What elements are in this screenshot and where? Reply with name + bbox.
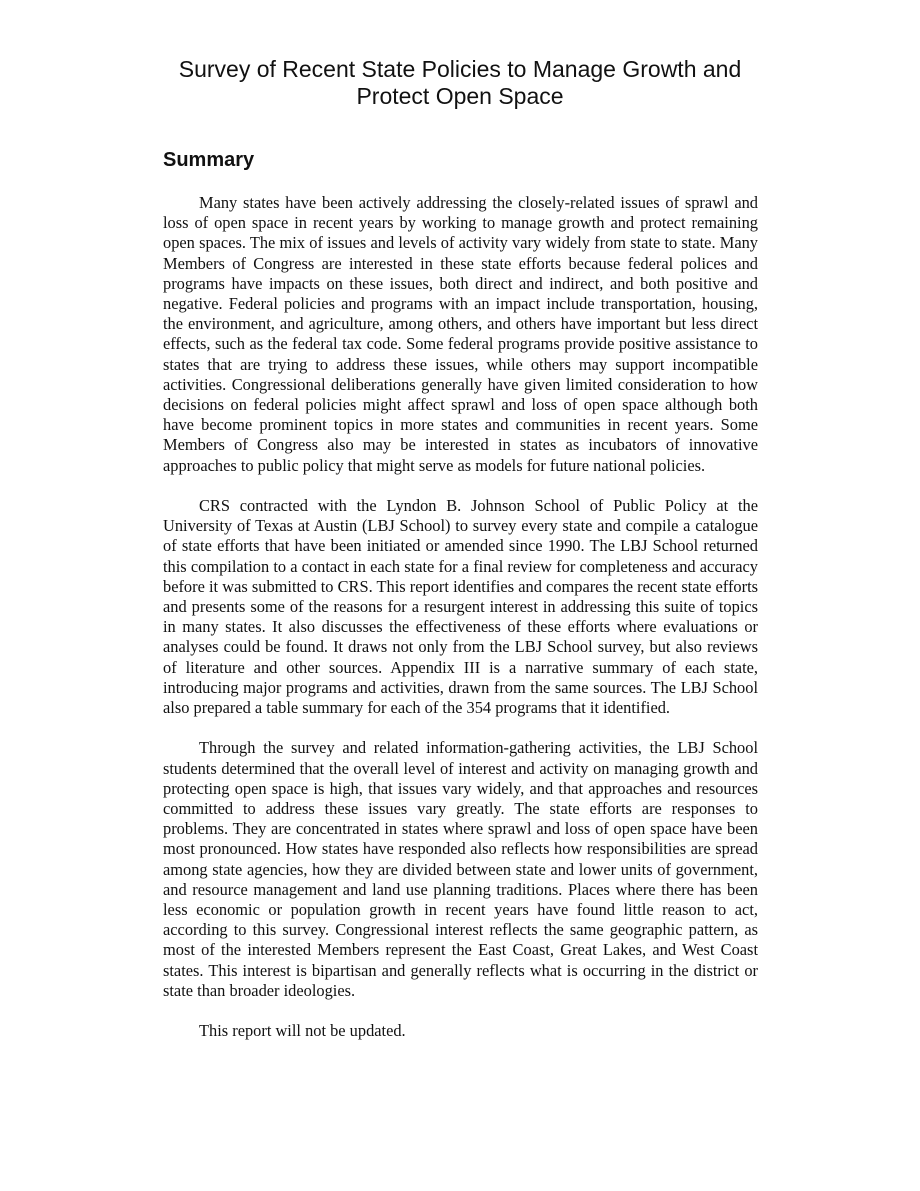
summary-paragraph-2: CRS contracted with the Lyndon B. Johnson School of Public Policy at the University of Texas at Austin (LBJ School) to survey every state and compile a catalogue of state efforts that have been initiated or amended since 1990. The LBJ School returned this compilation to a contact in each state for a final review for completeness and accuracy before it was submitted to CRS. This report identifies and compares the recent state efforts and presents some of the reasons for a resurgent interest in addressing this suite of topics in many states. It also discusses the effectiveness of these efforts where evaluations or analyses could be found. It draws not only from the LBJ School survey, but also reviews of literature and other sources. Appendix III is a narrative summary of each state, introducing major programs and activities, drawn from the same sources. The LBJ School also prepared a table summary for each of the 354 programs that it identified.: [163, 496, 758, 718]
document-title-line-1: Survey of Recent State Policies to Manage Growth and: [178, 56, 742, 82]
update-note: This report will not be updated.: [199, 1021, 406, 1041]
summary-paragraph-1: Many states have been actively addressing the closely-related issues of sprawl and loss of open space in recent years by working to manage growth and protect remaining open spaces. The mix of issues and levels of activity vary widely from state to state. Many Members of Congress are interested in these state efforts because federal polices and programs have impacts on these issues, both direct and indirect, and both positive and negative. Federal policies and programs with an impact include transportation, housing, the environment, and agriculture, among others, and others have important but less direct effects, such as the federal tax code. Some federal programs provide positive assistance to states that are trying to address these issues, while others may support incompatible activities. Congressional deliberations generally have given limited consideration to how decisions on federal policies might affect sprawl and loss of open space although both have become prominent topics in more states and communities in recent years. Some Members of Congress also may be interested in states as incubators of innovative approaches to public policy that might serve as models for future national policies.: [163, 193, 758, 475]
document-title-line-2: Protect Open Space: [356, 83, 564, 109]
summary-body: [163, 193, 758, 1062]
summary-heading: Summary: [163, 149, 255, 171]
document-title: [150, 56, 770, 110]
summary-paragraph-3: Through the survey and related information-gathering activities, the LBJ School students determined that the overall level of interest and activity on managing growth and protecting open space is high, that issues vary widely, and that approaches and resources committed to address these issues vary greatly. The state efforts are responses to problems. They are concentrated in states where sprawl and loss of open space have been most pronounced. How states have responded also reflects how responsibilities are spread among state agencies, how they are divided between state and lower units of government, and resource management and land use planning traditions. Places where there has been less economic or population growth in recent years have found little reason to act, according to this survey. Congressional interest reflects the same geographic pattern, as most of the interested Members represent the East Coast, Great Lakes, and West Coast states. This interest is bipartisan and generally reflects what is occurring in the district or state than broader ideologies.: [163, 738, 758, 1000]
